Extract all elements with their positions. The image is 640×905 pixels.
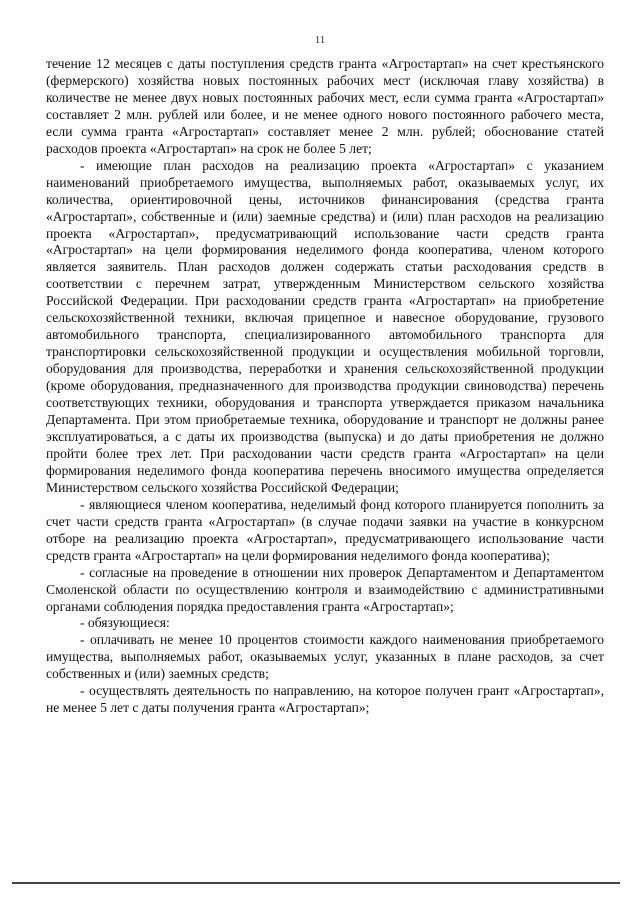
paragraph-cooperative-member: - являющиеся членом кооператива, неделимый фонд которого планируется пополнить за счет части средств гранта «Агростартап» (в случае подачи заявки на участие в конкурсном отборе на реализацию проекта «Агростартап», предусматривающего использование части средств гранта «Агростартап» на цели формирования неделимого фонда кооператива); <box>46 496 604 563</box>
paragraph-obligations-heading: - обязующиеся: <box>80 615 170 631</box>
paragraph-continuation: течение 12 месяцев с даты поступления средств гранта «Агростартап» на счет крестьянского (фермерского) хозяйства новых постоянных рабочих мест (исключая главу хозяйства) в количестве не менее двух новых постоянных рабочих мест, если сумма гранта «Агростартап» составляет 2 млн. рублей или более, и не менее одного нового постоянного рабочего места, если сумма гранта «Агростартап» составляет менее 2 млн. рублей; обоснование статей расходов проекта «Агростартап» на срок не более 5 лет; <box>46 56 604 156</box>
paragraph-expense-plan: - имеющие план расходов на реализацию проекта «Агростартап» с указанием наименований приобретаемого имущества, выполняемых работ, оказываемых услуг, их количества, ориентировочной цены, источников финансирования (средства гранта «Агростартап», собственные и (или) заемные средства) и (или) план расходов на реализацию проекта «Агростартап», предусматривающий использование части средств гранта «Агростартап» на цели формирования неделимого фонда кооператива, членом которого является заявитель. План расходов должен содержать статьи расходования средств в соответствии с перечнем затрат, утвержденным Министерством сельского хозяйства Российской Федерации. При расходовании средств гранта «Агростартап» на приобретение сельскохозяйственной техники, включая прицепное и навесное оборудование, грузового автомобильного транспорта, специализированного автомобильного транспорта для транспортировки сельскохозяйственной продукции и осуществления мобильной торговли, оборудования для производства, переработки и хранения сельскохозяйственной продукции (кроме оборудования, предназначенного для производства продукции свиноводства) перечень соответствующих техники, оборудования и транспорта утверждается приказом начальника Департамента. При этом приобретаемые техника, оборудование и транспорт не должны ранее эксплуатироваться, а с даты их производства (выпуска) и до даты приобретения не должно пройти более трех лет. При расходовании части средств гранта «Агростартап» на цели формирования неделимого фонда кооператива перечень вносимого имущества определяется Министерством сельского хозяйства Российской Федерации; <box>46 157 604 495</box>
paragraph-inspections-consent: - согласные на проведение в отношении них проверок Департаментом и Департаментом Смоленской области по осуществлению контроля и взаимодействию с административными органами соблюдения порядка предоставления гранта «Агростартап»; <box>46 564 604 614</box>
scan-bottom-edge-line <box>12 882 620 884</box>
page-number: 11 <box>314 34 326 46</box>
document-body <box>46 56 604 717</box>
paragraph-obligation-payment: - оплачивать не менее 10 процентов стоимости каждого наименования приобретаемого имущества, выполняемых работ, оказываемых услуг, указанных в плане расходов, за счет собственных и (или) заемных средств; <box>46 632 604 682</box>
paragraph-obligation-activity: - осуществлять деятельность по направлению, на которое получен грант «Агростартап», не менее 5 лет с даты получения гранта «Агростартап»; <box>46 683 604 716</box>
